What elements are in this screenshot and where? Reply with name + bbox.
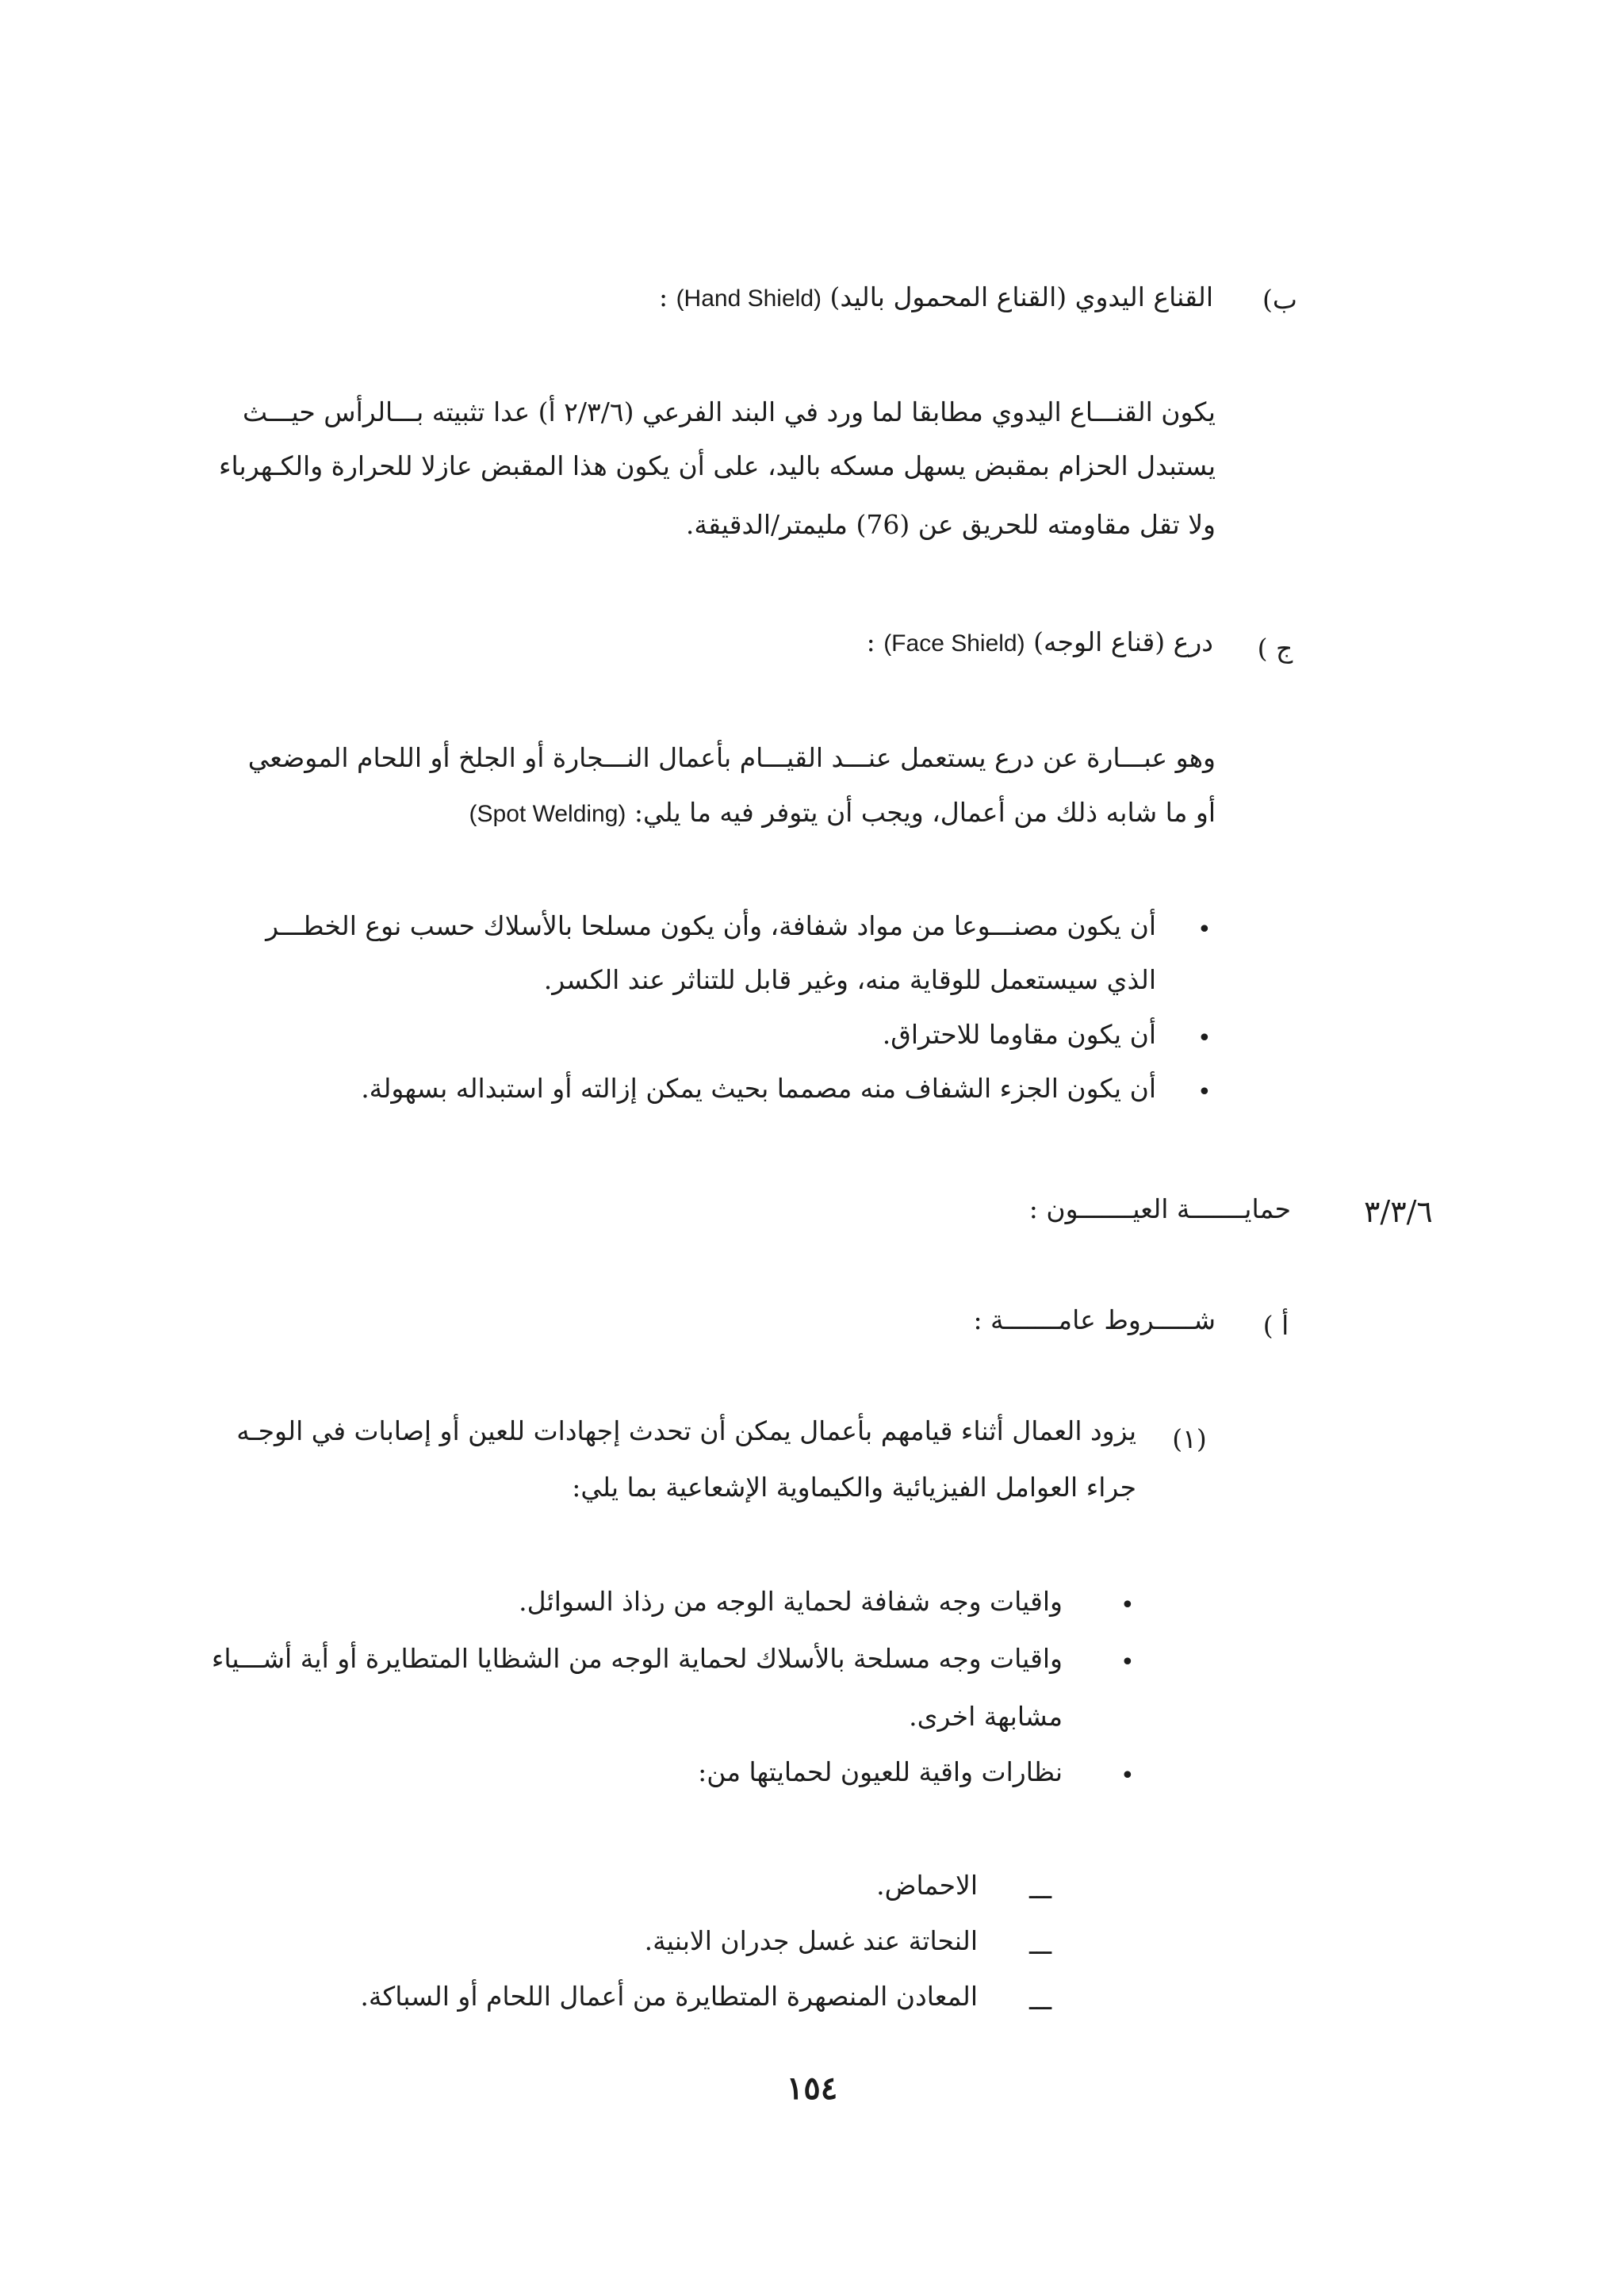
section-b-para-line3: ولا تقل مقاومته للحريق عن (76) مليمتر/الدقيقة. <box>685 509 1216 540</box>
section-a-marker: أ ) <box>1262 1310 1289 1341</box>
dash-item-2: النحاتة عند غسل جدران الابنية. <box>644 1925 978 1956</box>
section-b-para-line2: يستبدل الحزام بمقبض يسهل مسكه باليد، على أن يكون هذا المقبض عازلا للحرارة والكـهرباء <box>218 450 1216 481</box>
section-b-para-line1: يكون القنـــاع اليدوي مطابقا لما ورد في البند الفرعي (٢/٣/٦ أ) عدا تثبيته بـــالرأس حيـــث <box>243 396 1216 427</box>
section-a-bullet-2-line2: مشابهة اخرى. <box>909 1701 1063 1732</box>
section-b-heading-en: (Hand Shield) <box>676 285 822 312</box>
item-1-line1: يزود العمال أثناء قيامهم بأعمال يمكن أن تحدث إجهادات للعين أو إصابات في الوجـه <box>236 1415 1136 1446</box>
section-number: ٣/٣/٦ <box>1364 1194 1433 1229</box>
section-j-bullet-1-line2: الذي سيستعمل للوقاية منه، وغير قابل للتناثر عند الكسر. <box>543 964 1156 995</box>
section-j-para-line2-en: (Spot Welding) <box>469 801 626 827</box>
section-j-para-line2 <box>469 797 1216 829</box>
dash-marker: ـــ <box>1029 1875 1052 1905</box>
section-b-marker: ب) <box>1262 284 1297 315</box>
section-j-heading-ar: درع (قناع الوجه) <box>1033 626 1213 657</box>
section-b-heading-ar: القناع اليدوي (القناع المحمول باليد) <box>829 281 1213 312</box>
item-1-number: (١) <box>1172 1423 1207 1454</box>
section-a-heading: شـــــروط عامـــــــة : <box>973 1304 1216 1335</box>
section-j-para-line2-ar: أو ما شابه ذلك من أعمال، ويجب أن يتوفر فيه ما يلي: <box>634 797 1216 828</box>
section-j-marker: ج ) <box>1257 633 1293 664</box>
section-a-bullet-3: نظارات واقية للعيون لحمايتها من: <box>698 1756 1063 1787</box>
section-b-colon: : <box>658 281 668 312</box>
page-number: ١٥٤ <box>786 2070 838 2107</box>
bullet-marker: • <box>1120 1649 1135 1676</box>
section-j-bullet-3: أن يكون الجزء الشفاف منه مصمما بحيث يمكن إزالته أو استبداله بسهولة. <box>361 1073 1156 1104</box>
dash-item-3: المعادن المنصهرة المتطايرة من أعمال اللحام أو السباكة. <box>360 1981 978 2012</box>
section-j-para-line1: وهو عبـــارة عن درع يستعمل عنـــد القيـــام بأعمال النـــجارة أو الجلخ أو اللحام الموضعي <box>247 742 1216 773</box>
section-a-bullet-1: واقيات وجه شفافة لحماية الوجه من رذاذ السوائل. <box>519 1586 1063 1617</box>
section-j-bullet-1-line1: أن يكون مصنـــوعا من مواد شفافة، وأن يكون مسلحا بالأسلاك حسب نوع الخطـــر <box>266 910 1156 941</box>
item-1-line2: جراء العوامل الفيزيائية والكيماوية الإشعاعية بما يلي: <box>572 1472 1136 1503</box>
section-a-bullet-2-line1: واقيات وجه مسلحة بالأسلاك لحماية الوجه من الشظايا المتطايرة أو أية أشـــياء <box>211 1643 1063 1674</box>
dash-marker: ـــ <box>1029 1930 1052 1960</box>
bullet-marker: • <box>1120 1591 1135 1619</box>
bullet-marker: • <box>1120 1762 1135 1790</box>
section-j-bullet-2: أن يكون مقاوما للاحتراق. <box>882 1019 1156 1050</box>
bullet-marker: • <box>1197 1024 1212 1052</box>
section-j-heading-en: (Face Shield) <box>883 630 1025 657</box>
bullet-marker: • <box>1197 916 1212 944</box>
bullet-marker: • <box>1197 1078 1212 1106</box>
section-b-heading <box>659 281 1213 313</box>
section-j-heading <box>867 626 1213 658</box>
section-title: حمايـــــــة العيـــــــون : <box>1028 1193 1291 1224</box>
dash-item-1: الاحماض. <box>876 1870 978 1901</box>
dash-marker: ـــ <box>1029 1986 1052 2016</box>
section-j-colon: : <box>866 626 875 657</box>
